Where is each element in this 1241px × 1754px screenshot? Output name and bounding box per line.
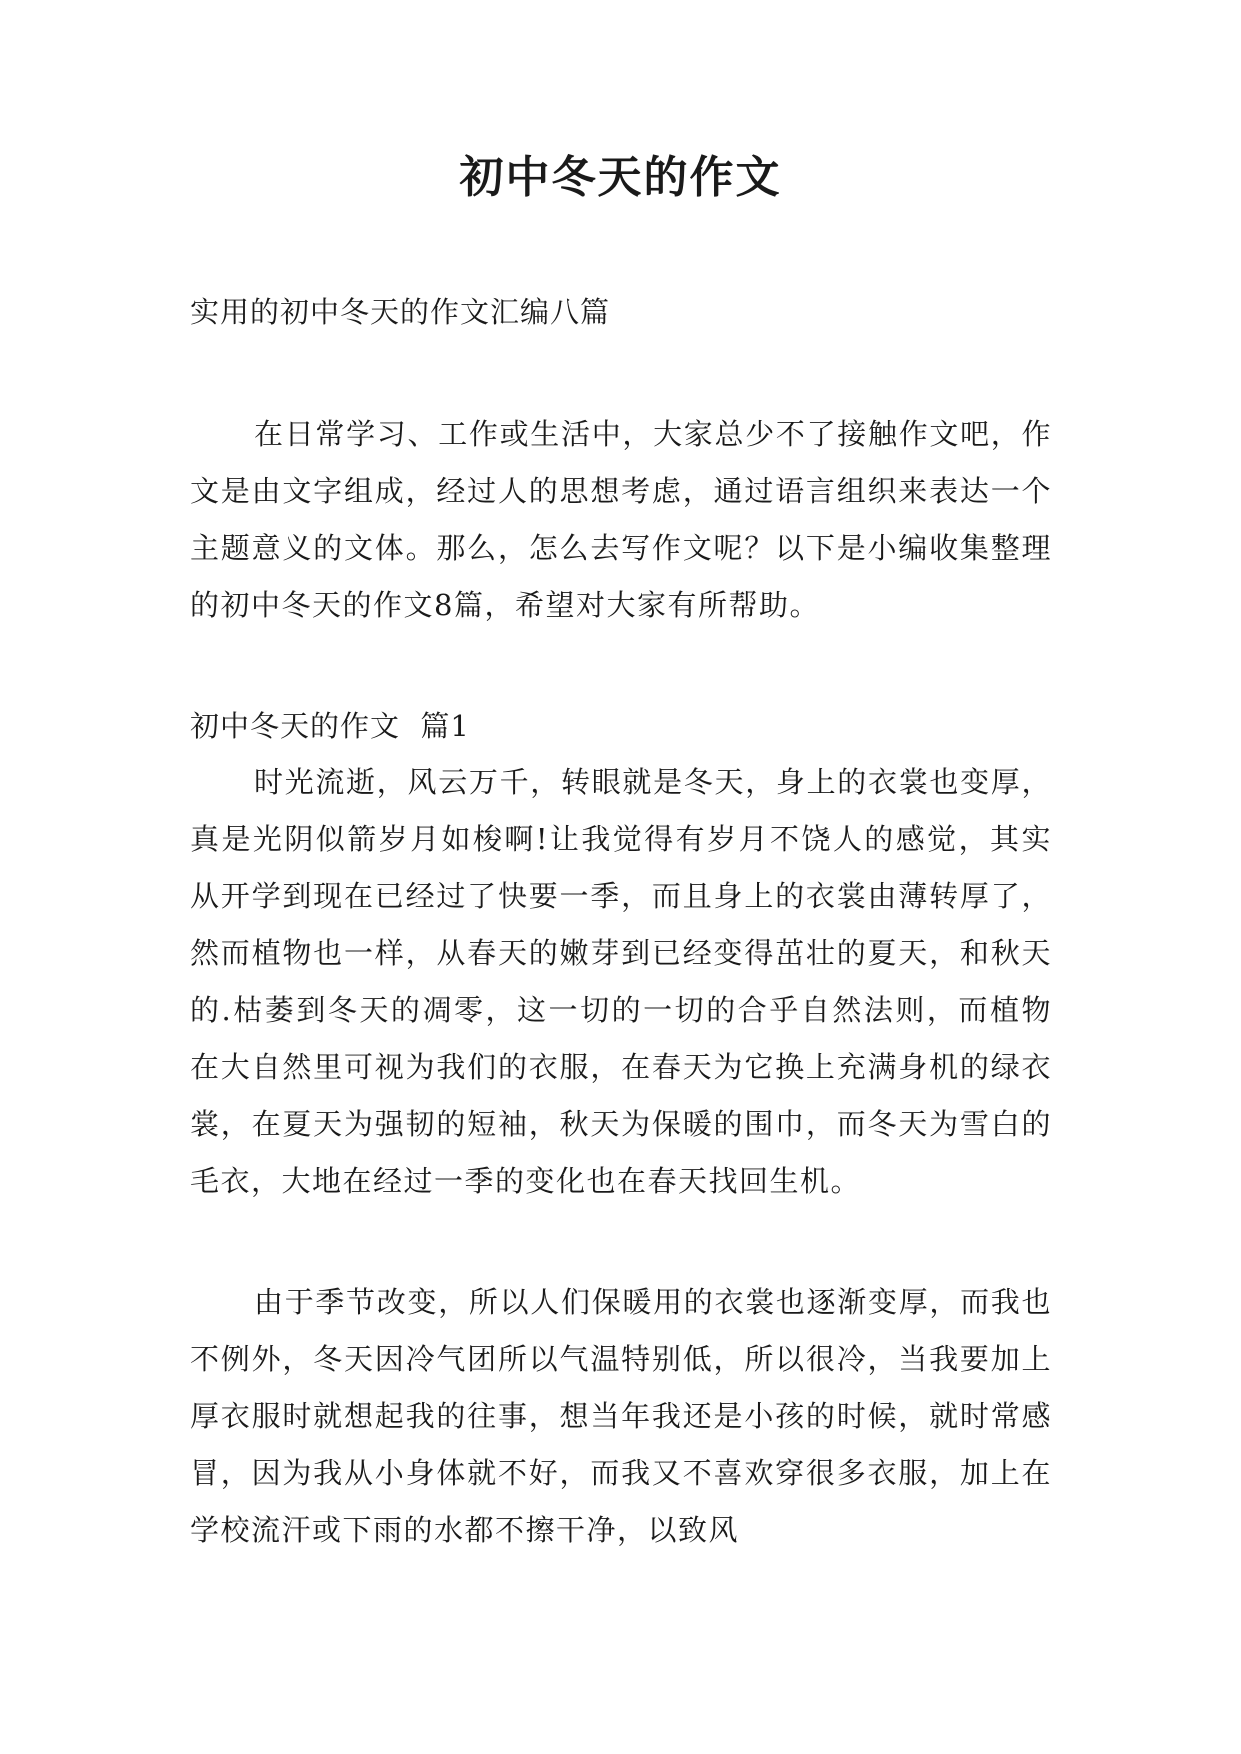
body-paragraph: 由于季节改变，所以人们保暖用的衣裳也逐渐变厚，而我也不例外，冬天因冷气团所以气温特别低，所以很冷，当我要加上厚衣服时就想起我的往事，想当年我还是小孩的时候，就时常感冒，因为我从小身体就不好，而我又不喜欢穿很多衣服，加上在学校流汗或下雨的水都不擦干净，以致风 — [190, 1285, 1052, 1547]
intro-paragraph: 在日常学习、工作或生活中，大家总少不了接触作文吧，作文是由文字组成，经过人的思想考虑，通过语言组织来表达一个主题意义的文体。那么，怎么去写作文呢？以下是小编收集整理的初中冬天的作文8篇，希望对大家有所帮助。 — [190, 417, 1052, 622]
body-paragraph: 时光流逝，风云万千，转眼就是冬天，身上的衣裳也变厚，真是光阴似箭岁月如梭啊!让我觉得有岁月不饶人的感觉，其实从开学到现在已经过了快要一季，而且身上的衣裳由薄转厚了，然而植物也一样，从春天的嫩芽到已经变得茁壮的夏天，和秋天的.枯萎到冬天的凋零，这一切的一切的合乎自然法则，而植物在大自然里可视为我们的衣服，在春天为它换上充满身机的绿衣裳，在夏天为强韧的短袖，秋天为保暖的围巾，而冬天为雪白的毛衣，大地在经过一季的变化也在春天找回生机。 — [190, 765, 1052, 1198]
document-title: 初中冬天的作文 — [459, 152, 782, 203]
section-heading: 初中冬天的作文 篇1 — [190, 709, 470, 743]
document-subtitle: 实用的初中冬天的作文汇编八篇 — [190, 295, 611, 329]
